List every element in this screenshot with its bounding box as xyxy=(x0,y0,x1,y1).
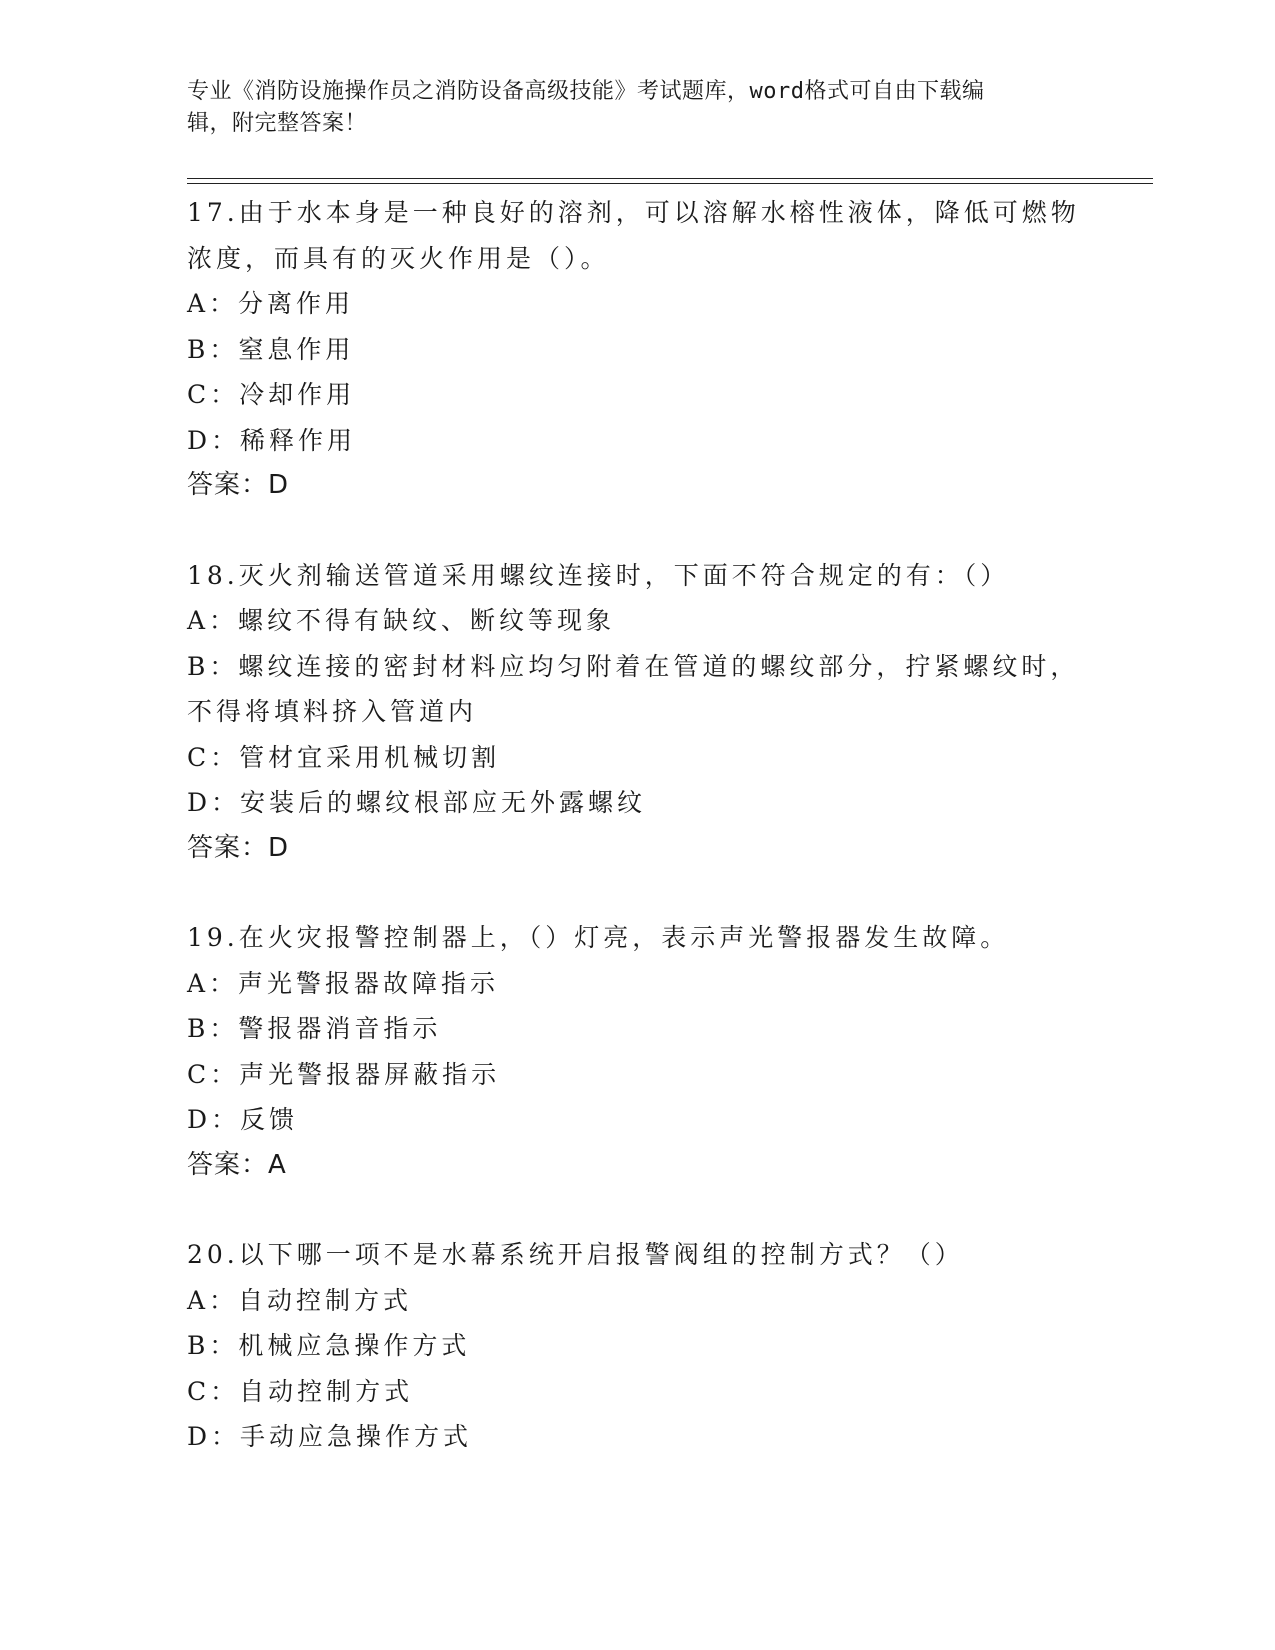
option-a: A：分离作用 xyxy=(187,289,355,318)
option-c: C：声光警报器屏蔽指示 xyxy=(187,1059,501,1089)
question-stem: 浓度，而具有的灭火作用是（）。 xyxy=(187,243,610,273)
option-a: A：自动控制方式 xyxy=(187,1285,413,1315)
question-stem: 20.以下哪一项不是水幕系统开启报警阀组的控制方式？（） xyxy=(187,1240,964,1269)
question-20 xyxy=(187,1232,1087,1460)
document-header xyxy=(187,76,1067,140)
question-stem: 17.由于水本身是一种良好的溶剂，可以溶解水榕性液体，降低可燃物 xyxy=(187,198,1080,227)
question-18 xyxy=(187,553,1087,872)
answer: 答案：D xyxy=(187,470,290,500)
question-19 xyxy=(187,915,1087,1188)
question-stem: 19.在火灾报警控制器上，（）灯亮，表示声光警报器发生故障。 xyxy=(187,923,1010,952)
option-c: C：自动控制方式 xyxy=(187,1376,414,1406)
question-stem: 18.灭火剂输送管道采用螺纹连接时，下面不符合规定的有：（） xyxy=(187,560,1010,590)
option-d: D：手动应急操作方式 xyxy=(187,1422,473,1451)
question-list xyxy=(187,190,1087,1504)
answer: 答案：D xyxy=(187,832,290,863)
header-divider-top xyxy=(187,178,1153,179)
option-d: D：反馈 xyxy=(187,1105,299,1134)
option-c: C：冷却作用 xyxy=(187,380,356,409)
header-line-2: 辑，附完整答案！ xyxy=(187,111,368,136)
option-d: D：安装后的螺纹根部应无外露螺纹 xyxy=(187,788,647,817)
option-c: C：管材宜采用机械切割 xyxy=(187,742,501,772)
option-b: B：螺纹连接的密封材料应均匀附着在管道的螺纹部分，拧紧螺纹时， xyxy=(187,651,1080,681)
option-b: B：警报器消音指示 xyxy=(187,1014,442,1043)
header-divider-bottom xyxy=(187,183,1153,184)
option-d: D：稀释作用 xyxy=(187,425,357,455)
option-a: A：螺纹不得有缺纹、断纹等现象 xyxy=(187,606,616,635)
option-a: A：声光警报器故障指示 xyxy=(187,968,500,998)
option-b-continued: 不得将填料挤入管道内 xyxy=(187,697,478,726)
option-b: B：窒息作用 xyxy=(187,334,355,364)
option-b: B：机械应急操作方式 xyxy=(187,1331,471,1360)
header-line-1: 专业《消防设施操作员之消防设备高级技能》考试题库，word格式可自由下载编 xyxy=(187,79,985,104)
answer: 答案：A xyxy=(187,1149,287,1180)
question-17 xyxy=(187,190,1087,509)
